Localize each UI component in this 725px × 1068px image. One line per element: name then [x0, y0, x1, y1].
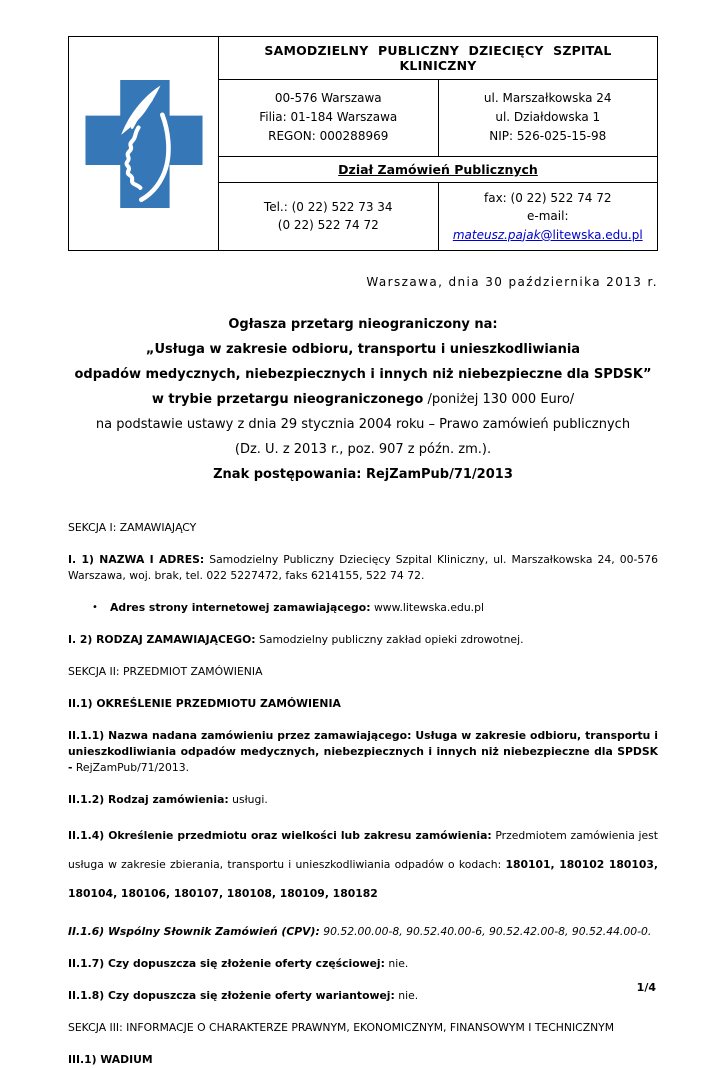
case-number-line: Znak postępowania: RejZamPub/71/2013 — [213, 467, 513, 483]
email-link[interactable]: mateusz.pajak@litewska.edu.pl — [452, 227, 643, 242]
bullet-icon: • — [92, 602, 98, 614]
fax-line: fax: (0 22) 522 74 72 — [483, 190, 612, 205]
section-1-heading: SEKCJA I: ZAMAWIAJĄCY — [68, 521, 197, 535]
address-block-right — [438, 80, 658, 157]
hospital-cross-logo-icon — [80, 73, 208, 215]
street-line-1: ul. Marszałkowska 24 — [483, 91, 612, 105]
announcement-title-1: „Usługa w zakresie odbioru, transportu i unieszkodliwiania — [145, 342, 581, 358]
header-table — [68, 36, 658, 251]
email-line — [443, 207, 654, 244]
procedure-mode-line: w trybie przetargu nieograniczonego /poniżej 130 000 Euro/ — [151, 392, 575, 408]
wadium-heading: III.1) WADIUM — [68, 1053, 153, 1067]
branch-line: Filia: 01-184 Warszawa — [259, 110, 398, 125]
regon-line: REGON: 000288969 — [268, 129, 389, 144]
paragraph-scope: II.1.4) Określenie przedmiotu oraz wielkości lub zakresu zamówienia: Przedmiotem zamówienia jest usługa w zakresie zbierania, transportu i unieszkodliwiania odpadów o kodach: 180101, 180102 180103, 180104, 180106, 180107, 180108, 180109, 180182 — [68, 829, 659, 901]
document-body — [68, 520, 658, 1068]
legal-basis-line: na podstawie ustawy z dnia 29 stycznia 2004 roku – Prawo zamówień publicznych — [95, 417, 631, 433]
paragraph-ordering-type: I. 2) RODZAJ ZAMAWIAJĄCEGO: Samodzielny publiczny zakład opieki zdrowotnej. — [68, 633, 524, 647]
paragraph-variant-offers: II.1.8) Czy dopuszcza się złożenie oferty wariantowej: nie. — [68, 989, 419, 1003]
announcement-title-2: odpadów medycznych, niebezpiecznych i innych niż niebezpieczne dla SPDSK” — [74, 367, 652, 383]
section-2-heading: SEKCJA II: PRZEDMIOT ZAMÓWIENIA — [68, 665, 263, 679]
paragraph-cpv: II.1.6) Wspólny Słownik Zamówień (CPV): 90.52.00.00-8, 90.52.40.00-6, 90.52.42.00-8, 90.52.44.00-0. — [68, 925, 652, 939]
logo-cell — [69, 37, 219, 251]
department-heading: Dział Zamówień Publicznych — [219, 156, 658, 182]
website-bullet-item: • Adres strony internetowej zamawiającego: www.litewska.edu.pl — [92, 601, 484, 615]
paragraph-contract-type: II.1.2) Rodzaj zamówienia: usługi. — [68, 793, 268, 807]
date-line: Warszawa, dnia 30 października 2013 r. — [366, 275, 658, 290]
fax-email-block — [438, 182, 658, 251]
nip-line: NIP: 526-025-15-98 — [489, 129, 607, 144]
email-label: e-mail: — [527, 209, 569, 224]
paragraph-name-address: I. 1) NAZWA I ADRES: Samodzielny Publiczny Dziecięcy Szpital Kliniczny, ul. Marszałkowska 24, 00-576 Warszawa, woj. brak, tel. 022 5227472, faks 6214155, 522 74 72. — [68, 553, 658, 583]
journal-reference-line: (Dz. U. z 2013 r., poz. 907 z późn. zm.). — [234, 442, 492, 458]
page-number: 1/4 — [636, 981, 656, 994]
subject-definition-heading: II.1) OKREŚLENIE PRZEDMIOTU ZAMÓWIENIA — [68, 697, 341, 711]
paragraph-contract-name: II.1.1) Nazwa nadana zamówieniu przez zamawiającego: Usługa w zakresie odbioru, transportu i unieszkodliwiania odpadów medycznych, niebezpiecznych i innych niż niebezpieczne dla SPDSK - RejZamPub/71/2013. — [68, 729, 658, 775]
phone-line-1: Tel.: (0 22) 522 73 34 — [263, 199, 393, 214]
announcement-block — [68, 312, 658, 487]
address-block-left — [219, 80, 439, 157]
hospital-name: SAMODZIELNY PUBLICZNY DZIECIĘCY SZPITAL KLINICZNY — [219, 37, 658, 80]
postal-code-line: 00-576 Warszawa — [274, 91, 382, 105]
section-3-heading: SEKCJA III: INFORMACJE O CHARAKTERZE PRAWNYM, EKONOMICZNYM, FINANSOWYM I TECHNICZNYM — [68, 1021, 615, 1035]
announcement-intro: Ogłasza przetarg nieograniczony na: — [228, 317, 498, 333]
street-line-2: ul. Działdowska 1 — [495, 110, 601, 125]
paragraph-partial-offers: II.1.7) Czy dopuszcza się złożenie oferty częściowej: nie. — [68, 957, 409, 971]
phone-block — [219, 182, 439, 251]
phone-line-2: (0 22) 522 74 72 — [277, 218, 379, 233]
